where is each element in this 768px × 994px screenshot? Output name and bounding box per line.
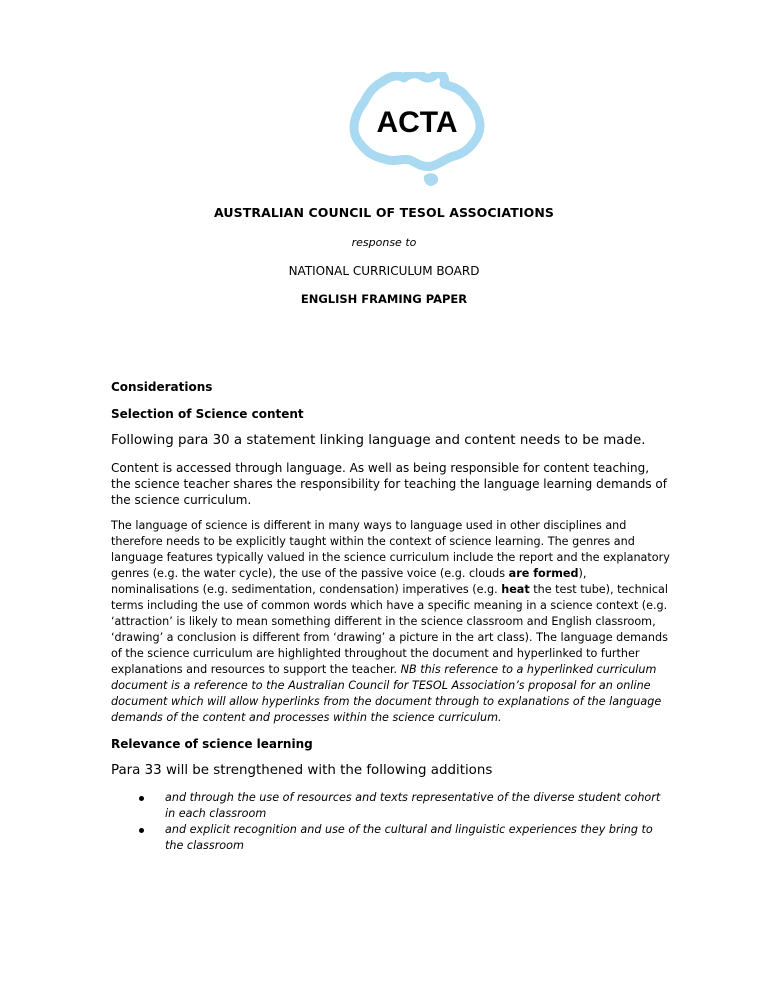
selection-paragraph-1: Following para 30 a statement linking language and content needs to be made. (111, 433, 646, 448)
selection-heading: Selection of Science content (111, 407, 304, 421)
paragraph-text: ), nominalisations (e.g. sedimentation, condensation) imperatives (e.g. (111, 567, 587, 596)
list-item (139, 822, 671, 854)
acta-logo (346, 72, 488, 190)
bullet-icon (139, 828, 144, 833)
board-name: NATIONAL CURRICULUM BOARD (288, 264, 480, 278)
tasmania-shape (424, 173, 438, 186)
document-body (111, 379, 671, 854)
selection-paragraph-3 (111, 518, 671, 726)
list-item (139, 790, 671, 822)
acta-logo-text: ACTA (376, 106, 458, 139)
bold-phrase-are-formed: are formed (508, 567, 579, 580)
additions-list (111, 790, 671, 854)
relevance-paragraph-1: Para 33 will be strengthened with the following additions (111, 763, 493, 778)
bold-word-heat: heat (501, 583, 530, 596)
response-to: response to (351, 236, 417, 249)
relevance-heading: Relevance of science learning (111, 737, 313, 751)
selection-paragraph-2: Content is accessed through language. As well as being responsible for content teaching, the science teacher shares the responsibility for teaching the language learning demands of the science curriculum. (111, 461, 667, 507)
list-item-text: and explicit recognition and use of the cultural and linguistic experiences they bring to the classroom (165, 823, 653, 852)
bullet-icon (139, 796, 144, 801)
org-title: AUSTRALIAN COUNCIL OF TESOL ASSOCIATIONS (214, 205, 554, 220)
list-item-text: and through the use of resources and texts representative of the diverse student cohort in each classroom (165, 791, 661, 820)
paper-title: ENGLISH FRAMING PAPER (300, 292, 468, 306)
paragraph-text: the test tube), technical terms including the use of common words which have a specific meaning in a science context (e.g. ‘attraction’ is likely to mean something different in the science classroom and English classroom, ‘drawing’ a conclusion is different from ‘drawing’ a picture in the art class). The language demands of the science curriculum are highlighted throughout the document and hyperlinked to further explanations and resources to support the teacher. (111, 583, 668, 676)
paragraph-text: The language of science is different in many ways to language used in other disciplines and therefore needs to be explicitly taught within the context of science learning. The genres and language features typically valued in the science curriculum include the report and the explanatory genres (e.g. the water cycle), the use of the passive voice (e.g. clouds (111, 519, 670, 580)
considerations-heading: Considerations (111, 380, 213, 394)
nb-note: NB this reference to a hyperlinked curriculum document is a reference to the Australian Council for TESOL Association’s proposal for an online document which will allow hyperlinks from the document through to explanations of the language demands of the content and processes within the science curriculum. (111, 663, 662, 724)
